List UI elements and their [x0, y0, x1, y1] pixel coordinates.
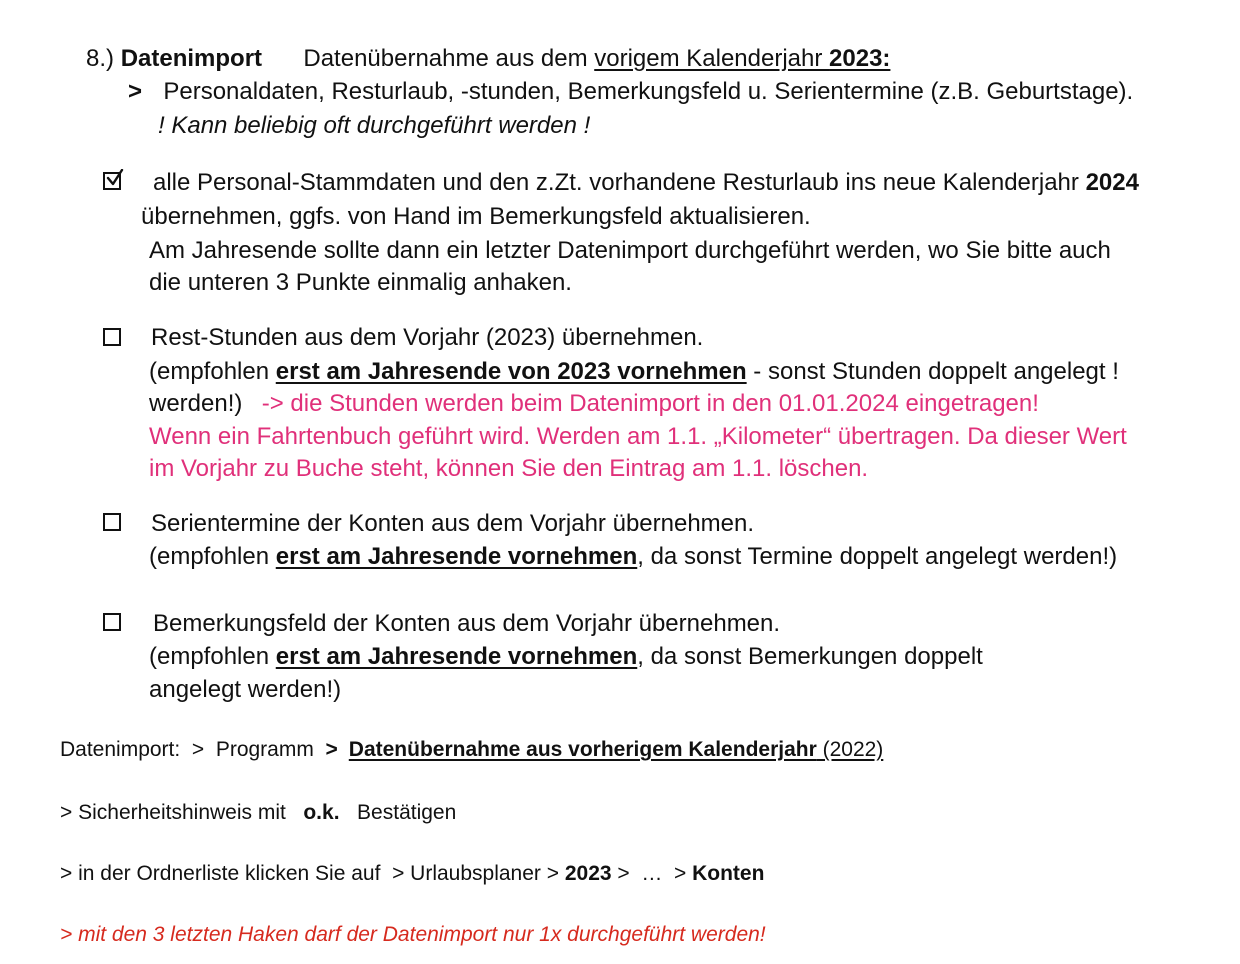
option-3-line-1: Serientermine der Konten aus dem Vorjahr übernehmen. — [151, 510, 755, 537]
intro-text: Personaldaten, Resturlaub, -stunden, Bemerkungsfeld u. Serientermine (z.B. Geburtstage). — [163, 78, 1134, 105]
intro-arrow: > — [128, 78, 143, 105]
option-1-line-4: die unteren 3 Punkte einmalig anhaken. — [149, 269, 572, 296]
option-4-recommend: (empfohlen — [149, 643, 276, 670]
folder-before: > in der Ordnerliste klicken Sie auf > Urlaubsplaner > — [60, 862, 565, 885]
heading-year: 2023: — [829, 45, 891, 72]
option-3-line-2 — [149, 542, 1117, 572]
option-1-line-1 — [153, 168, 1139, 198]
section-heading — [86, 44, 890, 74]
intro-line — [128, 77, 1133, 107]
security-before: > Sicherheitshinweis mit — [60, 801, 304, 824]
option-4-line-1: Bemerkungsfeld der Konten aus dem Vorjahr übernehmen. — [153, 610, 781, 637]
option-2-recommend-bold: erst am Jahresende von 2023 vornehmen — [275, 358, 747, 385]
option-2-line-4: Wenn ein Fahrtenbuch geführt wird. Werden am 1.1. „Kilometer“ übertragen. Da dieser Wert — [149, 423, 1127, 450]
menu-path — [60, 736, 883, 764]
option-1-text: alle Personal-Stammdaten und den z.Zt. vorhandene Resturlaub ins neue Kalenderjahr — [153, 169, 1086, 196]
option-2-recommend: (empfohlen — [149, 358, 276, 385]
option-1-line-3: Am Jahresende sollte dann ein letzter Datenimport durchgeführt werden, wo Sie bitte auch — [149, 237, 1111, 264]
option-4-recommend-bold: erst am Jahresende vornehmen — [275, 643, 638, 670]
folder-step — [60, 860, 764, 888]
heading-text: Datenübernahme aus dem — [303, 45, 595, 72]
folder-year: 2023 — [564, 862, 612, 885]
option-2-line-5: im Vorjahr zu Buche steht, können Sie den Eintrag am 1.1. löschen. — [149, 455, 869, 482]
menu-path-label: Datenimport: > Programm — [60, 738, 326, 761]
menu-path-arrow: > — [325, 738, 338, 761]
option-2-recommend-after: - sonst Stunden doppelt angelegt ! — [746, 358, 1119, 385]
option-3-recommend-bold: erst am Jahresende vornehmen — [275, 543, 638, 570]
option-2-line-1: Rest-Stunden aus dem Vorjahr (2023) übernehmen. — [151, 324, 704, 351]
option-2-werden: werden!) — [149, 390, 243, 417]
option-2-checkbox[interactable] — [103, 328, 121, 346]
section-number: 8.) — [86, 45, 115, 72]
security-ok: o.k. — [303, 801, 340, 824]
folder-middle: > … > — [611, 862, 693, 885]
menu-path-link[interactable] — [349, 738, 884, 761]
option-2-line-3 — [149, 389, 1039, 419]
section-title: Datenimport — [120, 45, 263, 72]
option-4-checkbox[interactable] — [103, 613, 121, 631]
option-1-line-2: übernehmen, ggfs. von Hand im Bemerkungsfeld aktualisieren. — [141, 203, 811, 230]
option-3-recommend: (empfohlen — [149, 543, 276, 570]
option-4-recommend-after: , da sonst Bemerkungen doppelt — [637, 643, 983, 670]
option-4-line-3: angelegt werden!) — [149, 676, 342, 703]
option-3-checkbox[interactable] — [103, 513, 121, 531]
menu-path-link-bold: Datenübernahme aus vorherigem Kalenderjahr — [348, 738, 817, 761]
option-1-checkbox[interactable] — [103, 172, 121, 190]
option-4-line-2 — [149, 642, 983, 672]
heading-underlined — [594, 45, 890, 72]
heading-link-text: vorigem Kalenderjahr — [594, 45, 830, 72]
checkmark-icon — [106, 169, 124, 189]
option-3-recommend-after: , da sonst Termine doppelt angelegt werden!) — [637, 543, 1118, 570]
option-2-import-note: -> die Stunden werden beim Datenimport in den 01.01.2024 eingetragen! — [261, 390, 1039, 417]
menu-path-link-year: (2022) — [816, 738, 884, 761]
option-2-line-2 — [149, 357, 1119, 387]
security-step — [60, 799, 456, 827]
final-warning: > mit den 3 letzten Haken darf der Datenimport nur 1x durchgeführt werden! — [60, 923, 766, 946]
security-after: Bestätigen — [339, 801, 457, 824]
option-1-year: 2024 — [1085, 169, 1139, 196]
intro-note: ! Kann beliebig oft durchgeführt werden ! — [158, 112, 591, 139]
folder-konten: Konten — [692, 862, 765, 885]
